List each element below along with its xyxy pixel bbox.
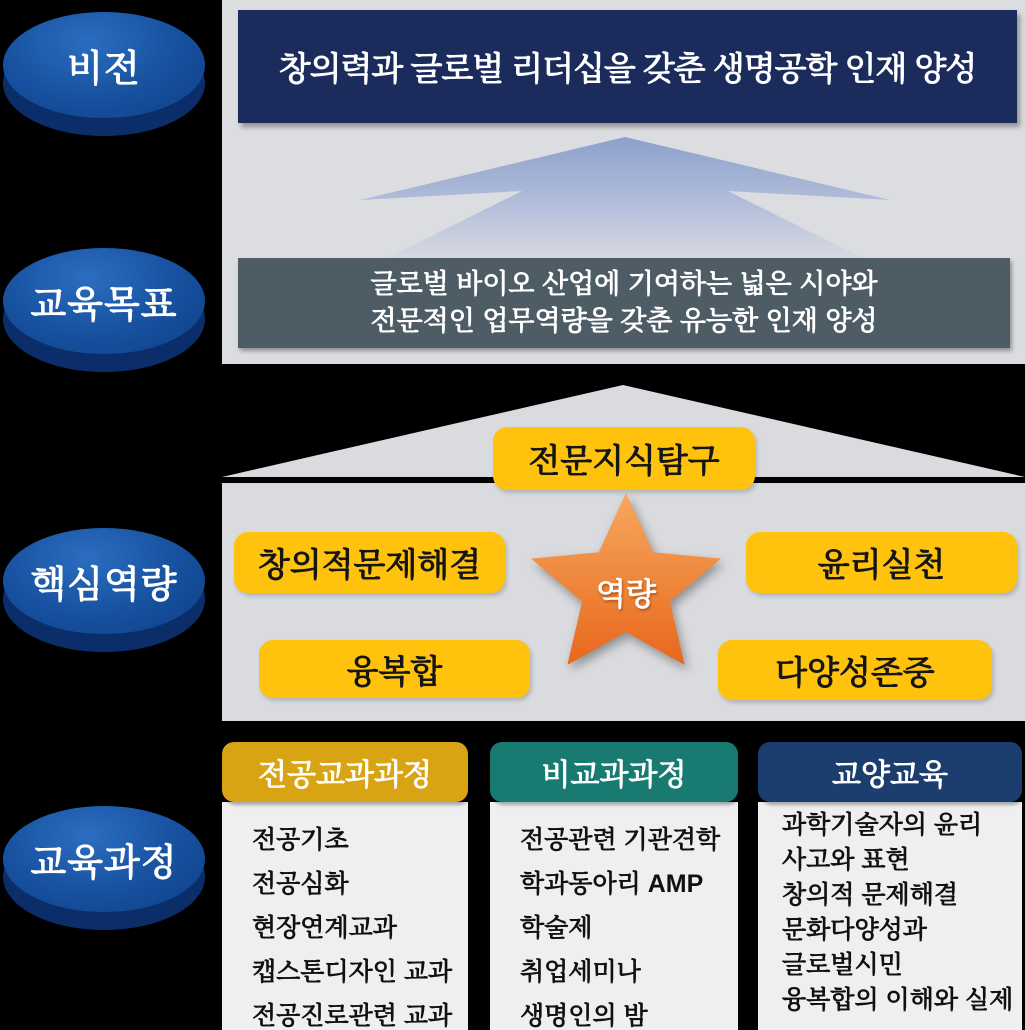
oval-core-competency <box>3 528 205 654</box>
list-item: 과학기술자의 윤리 <box>782 811 983 839</box>
oval-education-goal <box>3 248 205 374</box>
oval-curriculum-label: 교육과정 <box>30 842 178 883</box>
oval-vision <box>3 12 205 138</box>
vision-banner: 창의력과 글로벌 리더십을 갖춘 생명공학 인재 양성 <box>238 10 1017 123</box>
column-body-extracurricular <box>490 802 738 1030</box>
list-item: 학과동아리 AMP <box>520 870 704 898</box>
competency-star <box>520 485 732 685</box>
list-item: 융복합의 이해와 실제 <box>782 986 1014 1014</box>
competency-box-knowledge: 전문지식탐구 <box>493 427 755 490</box>
competency-star-label: 역량 <box>596 576 656 612</box>
list-item: 전공관련 기관견학 <box>520 826 721 854</box>
list-item: 전공진로관련 교과 <box>252 1002 453 1030</box>
list-item: 창의적 문제해결 <box>782 881 958 909</box>
oval-education-goal-label: 교육목표 <box>30 284 178 325</box>
competency-box-convergence: 융복합 <box>259 640 530 698</box>
column-header-major: 전공교과과정 <box>222 742 468 802</box>
list-item: 사고와 표현 <box>782 846 910 874</box>
list-item: 현장연계교과 <box>252 914 397 942</box>
competency-box-diversity: 다양성존중 <box>718 640 992 700</box>
list-item: 문화다양성과 <box>782 916 927 944</box>
oval-curriculum <box>3 806 205 932</box>
list-item: 전공기초 <box>252 826 349 854</box>
column-body-major <box>222 802 468 1030</box>
curriculum-column-major <box>222 742 468 1030</box>
list-item: 캡스톤디자인 교과 <box>252 958 453 986</box>
list-item: 전공심화 <box>252 870 349 898</box>
column-header-extracurricular: 비교과과정 <box>490 742 738 802</box>
curriculum-column-liberal-arts <box>758 742 1022 1030</box>
education-goal-line2: 전문적인 업무역량을 갖춘 유능한 인재 양성 <box>370 306 878 336</box>
list-item: 학술제 <box>520 914 593 942</box>
competency-box-creative: 창의적문제해결 <box>234 532 505 593</box>
oval-core-competency-label: 핵심역량 <box>30 564 178 605</box>
curriculum-column-extracurricular <box>490 742 738 1030</box>
list-item: 취업세미나 <box>520 958 641 986</box>
list-item: 글로벌시민 <box>782 951 903 979</box>
vision-goal-panel <box>222 0 1025 364</box>
list-item: 생명인의 밤 <box>520 1002 648 1030</box>
competency-box-ethics: 윤리실천 <box>746 532 1017 593</box>
oval-vision-label: 비전 <box>67 48 141 89</box>
education-goal-line1: 글로벌 바이오 산업에 기여하는 넓은 시야와 <box>370 269 878 299</box>
column-body-liberal-arts <box>758 802 1022 1030</box>
column-header-liberal-arts: 교양교육 <box>758 742 1022 802</box>
education-goal-bar <box>238 258 1010 348</box>
